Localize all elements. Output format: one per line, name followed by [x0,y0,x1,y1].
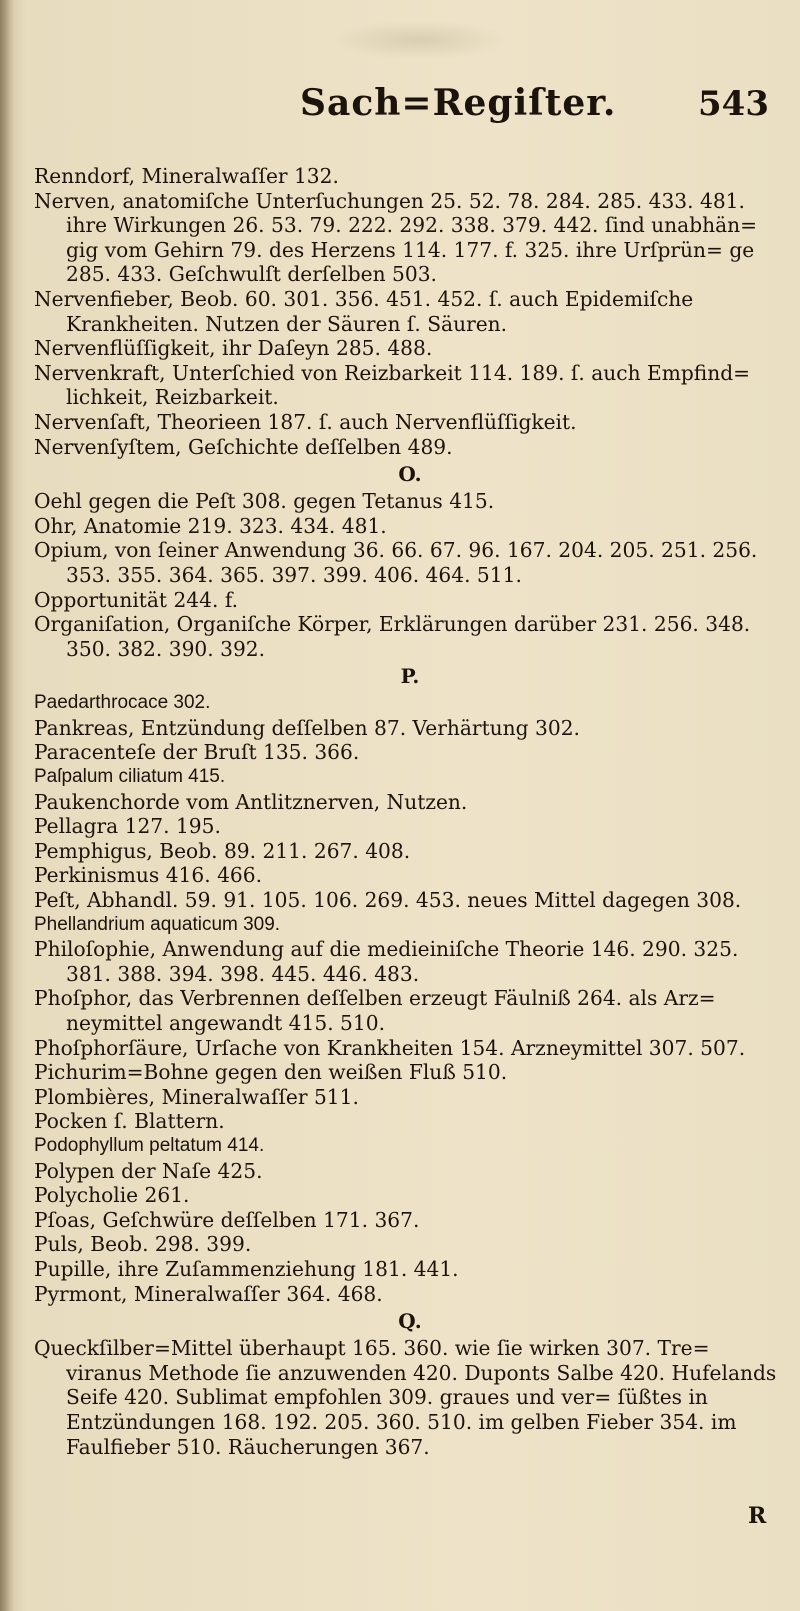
index-entry: Peſt, Abhandl. 59. 91. 105. 106. 269. 453. neues Mittel dagegen 308. [34,888,742,913]
page-header [0,82,800,132]
index-entry: Pocken ſ. Blattern. [34,1109,225,1134]
section-letter-q: Q. [398,1309,422,1334]
index-entry: Nervenfieber, Beob. 60. 301. 356. 451. 452. ſ. auch Epidemiſche Krankheiten. Nutzen der Säuren ſ. Säuren. [34,286,694,336]
index-entry: Philoſophie, Anwendung auf die medieiniſche Theorie 146. 290. 325. 381. 388. 394. 398. 445. 446. 483. [34,937,739,986]
index-entry: Renndorf, Mineralwaſſer 132. [34,164,339,188]
index-entry: Pankreas, Entzündung deſſelben 87. Verhärtung 302. [34,715,580,740]
index-entry: Nervenſyſtem, Geſchichte deſſelben 489. [34,434,453,459]
index-entry: Ohr, Anatomie 219. 323. 434. 481. [34,513,387,538]
spine-shadow [0,0,14,1611]
index-entry: Pichurim=Bohne gegen den weißen Fluß 510. [34,1060,508,1085]
index-entry: Paſpalum ciliatum 415. [34,766,226,788]
index-entry: Pemphigus, Beob. 89. 211. 267. 408. [34,838,411,863]
running-title: Sach=Regiſter. [300,82,617,124]
section-letter-o: O. [398,462,422,487]
index-entry: Nervenkraft, Unterſchied von Reizbarkeit 114. 189. ſ. auch Empfind= lichkeit, Reizbarkeit. [34,360,751,410]
index-entry: Opium, von ſeiner Anwendung 36. 66. 67. 96. 167. 204. 205. 251. 256. 353. 355. 364. 365. 397. 399. 406. 464. 511. [34,538,758,587]
index-entry: Puls, Beob. 298. 399. [34,1232,252,1257]
index-entry: Oehl gegen die Peſt 308. gegen Tetanus 415. [34,489,495,514]
index-entry: Plombières, Mineralwaſſer 511. [34,1084,359,1109]
index-entry: Polycholie 261. [34,1183,190,1208]
index-entry: Nerven, anatomiſche Unterſuchungen 25. 52. 78. 284. 285. 433. 481. ihre Wirkungen 26. 53. 79. 222. 292. 338. 379. 442. ſind unabhän= gig vom Gehirn 79. des Herzens 114. 177. f. 325. ihre Urſprün= ge 285. 433. Geſchwulſt derſelben 503. [34,188,758,287]
index-entries [34,164,786,1459]
index-entry: Phoſphor, das Verbrennen deſſelben erzeugt Fäulniß 264. als Arz= neymittel angewandt 415. 510. [34,986,716,1035]
catchword: R [748,1503,767,1529]
index-entry: Phoſphorſäure, Urſache von Krankheiten 154. Arzneymittel 307. 507. [34,1035,746,1060]
index-entry: Paedarthrocace 302. [34,692,211,714]
index-entry: Paukenchorde vom Antlitznerven, Nutzen. [34,789,468,814]
index-entry: Nervenflüſſigkeit, ihr Daſeyn 285. 488. [34,336,433,361]
index-entry: Podophyllum peltatum 414. [34,1134,265,1156]
ink-bleed [330,20,510,60]
index-entry: Pyrmont, Mineralwaſſer 364. 468. [34,1281,383,1306]
page-number: 543 [698,84,769,124]
section-letter-p: P. [400,664,420,689]
index-entry: Pupille, ihre Zuſammenziehung 181. 441. [34,1256,459,1281]
index-entry: Opportunität 244. f. [34,587,238,612]
index-entry: Pſoas, Geſchwüre deſſelben 171. 367. [34,1207,420,1232]
index-entry: Perkinismus 416. 466. [34,863,263,888]
index-entry: Queckſilber=Mittel überhaupt 165. 360. wie ſie wirken 307. Tre= viranus Methode ſie anzuwenden 420. Duponts Salbe 420. Hufelands Seife 420. Sublimat empfohlen 309. graues und ver= ſüßtes in Entzündungen 168. 192. 205. 360. 510. im gelben Fieber 354. im Faulfieber 510. Räucherungen 367. [34,1336,777,1459]
index-entry: Polypen der Naſe 425. [34,1158,263,1183]
index-entry: Pellagra 127. 195. [34,814,221,839]
index-entry: Nervenſaft, Theorieen 187. ſ. auch Nervenflüſſigkeit. [34,409,577,434]
index-entry: Paracenteſe der Bruſt 135. 366. [34,740,360,765]
index-entry: Phellandrium aquaticum 309. [34,913,281,935]
index-entry: Organiſation, Organiſche Körper, Erklärungen darüber 231. 256. 348. 350. 382. 390. 392. [34,612,751,661]
